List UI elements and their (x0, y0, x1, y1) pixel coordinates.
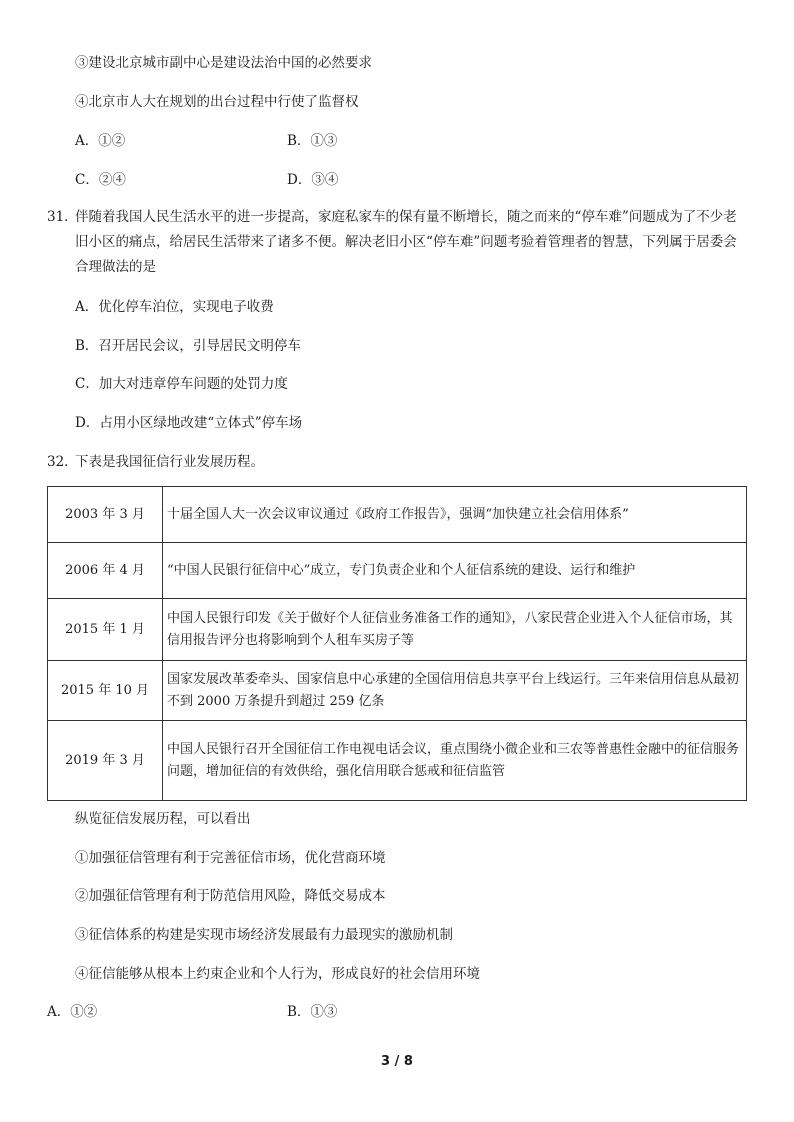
table-cell-event: “中国人民银行征信中心”成立，专门负责企业和个人征信系统的建设、运行和维护 (163, 543, 747, 599)
table-cell-event: 十届全国人大一次会议审议通过《政府工作报告》，强调“加快建立社会信用体系” (163, 487, 747, 543)
credit-history-table (47, 486, 747, 801)
table-row (48, 543, 747, 599)
option-b: B．①③ (287, 133, 338, 149)
q31-option-a: A．优化停车泊位，实现电子收费 (75, 299, 274, 315)
table-cell-date: 2006 年 4 月 (48, 543, 163, 599)
q31-stem: 伴随着我国人民生活水平的进一步提高，家庭私家车的保有量不断增长，随之而来的“停车难”问题成为了不少老旧小区的痛点，给居民生活带来了诸多不便。解决老旧小区“停车难”问题考验着管理者的智慧，下列属于居委会合理做法的是 (75, 209, 737, 275)
option-c: C．②④ (75, 172, 126, 188)
q32-statement-4: ④征信能够从根本上约束企业和个人行为，形成良好的社会信用环境 (75, 966, 480, 982)
option-a: A．①② (75, 133, 126, 149)
page-number: 3 / 8 (381, 1054, 413, 1069)
q31-option-d: D．占用小区绿地改建“立体式”停车场 (75, 415, 303, 431)
q32-option-a: A．①② (47, 1004, 98, 1020)
q31-option-b: B．召开居民会议，引导居民文明停车 (75, 338, 301, 354)
table-cell-date: 2015 年 1 月 (48, 599, 163, 661)
q32-statement-3: ③征信体系的构建是实现市场经济发展最有力最现实的激励机制 (75, 927, 453, 943)
table-cell-event: 中国人民银行印发《关于做好个人征信业务准备工作的通知》，八家民营企业进入个人征信市场，其信用报告评分也将影响到个人租车买房子等 (163, 599, 747, 661)
table-cell-date: 2019 年 3 月 (48, 721, 163, 801)
statement-3: ③建设北京城市副中心是建设法治中国的必然要求 (75, 55, 372, 71)
q32-lead: 纵览征信发展历程，可以看出 (75, 811, 251, 827)
table-cell-date: 2003 年 3 月 (48, 487, 163, 543)
table-cell-event: 中国人民银行召开全国征信工作电视电话会议，重点围绕小微企业和三农等普惠性金融中的征信服务问题，增加征信的有效供给，强化信用联合惩戒和征信监管 (163, 721, 747, 801)
statement-4: ④北京市人大在规划的出台过程中行使了监督权 (75, 94, 359, 110)
table-cell-date: 2015 年 10 月 (48, 661, 163, 721)
q31-number: 31． (47, 209, 78, 225)
q31-option-c: C．加大对违章停车问题的处罚力度 (75, 376, 288, 392)
q32-option-b: B．①③ (287, 1004, 338, 1020)
table-row (48, 661, 747, 721)
q32-stem: 下表是我国征信行业发展历程。 (75, 454, 264, 470)
q32-statement-2: ②加强征信管理有利于防范信用风险，降低交易成本 (75, 888, 386, 904)
table-row (48, 487, 747, 543)
q32-statement-1: ①加强征信管理有利于完善征信市场，优化营商环境 (75, 850, 386, 866)
q32-number: 32． (47, 454, 78, 470)
option-d: D．③④ (287, 172, 339, 188)
table-row (48, 721, 747, 801)
table-cell-event: 国家发展改革委牵头、国家信息中心承建的全国信用信息共享平台上线运行。三年来信用信息从最初不到 2000 万条提升到超过 259 亿条 (163, 661, 747, 721)
table-row (48, 599, 747, 661)
